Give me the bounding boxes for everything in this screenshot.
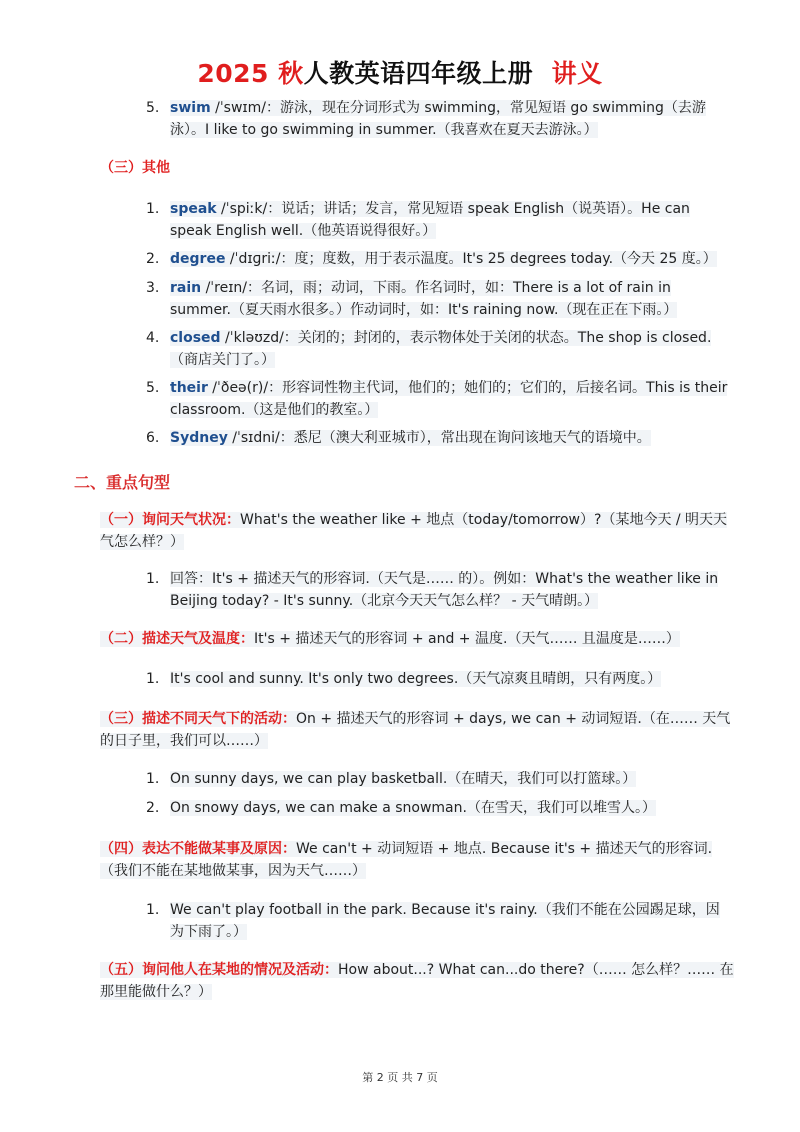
example-item: 1. It's cool and sunny. It's only two degrees.（天气凉爽且晴朗，只有两度。） — [146, 671, 662, 687]
vocab-item-degree: 2. degree /ˈdɪɡriː/：度；度数，用于表示温度。It's 25 degrees today.（今天 25 度。） — [146, 251, 717, 267]
page-number-footer: 第 2 页 共 7 页 — [362, 1071, 438, 1084]
vocab-definition: /ˈreɪn/：名词，雨；动词，下雨。作名词时，如：There is a lot of rain in summer.（夏天雨水很多。）作动词时，如：It's raining now.（现在正在下雨。） — [170, 280, 678, 318]
vocab-definition: /ˈspiːk/：说话；讲话；发言，常见短语 speak English（说英语）。He can speak English well.（他英语说得很好。） — [170, 201, 690, 239]
vocab-definition: /ˈðeə(r)/：形容词性物主代词，他们的；她们的；它们的，后接名词。This is their classroom.（这是他们的教室。） — [170, 380, 728, 418]
vocab-item-sydney: 6. Sydney /ˈsɪdni/：悉尼（澳大利亚城市），常出现在询问该地天气的语境中。 — [146, 430, 651, 446]
section-key-sentences-heading: 二、重点句型 — [74, 473, 171, 492]
example-item: 2. On snowy days, we can make a snowman.（在雪天，我们可以堆雪人。） — [146, 800, 656, 816]
vocab-word: their — [170, 380, 208, 396]
item-number: 5. — [146, 100, 160, 116]
example-item: 1. On sunny days, we can play basketball.（在晴天，我们可以打篮球。） — [146, 771, 637, 787]
vocab-definition: /ˈdɪɡriː/：度；度数，用于表示温度。It's 25 degrees today.（今天 25 度。） — [225, 251, 717, 267]
vocab-word: rain — [170, 280, 202, 296]
sentence-pattern-2: （二）描述天气及温度：It's + 描述天气的形容词 + and + 温度.（天气…… 且温度是……） — [100, 631, 680, 647]
vocab-word: swim — [170, 100, 211, 116]
title-suffix: 讲义 — [551, 59, 603, 88]
title-year: 2025 秋 — [197, 59, 304, 88]
vocab-word: speak — [170, 201, 217, 217]
vocab-definition: /ˈsɪdni/：悉尼（澳大利亚城市），常出现在询问该地天气的语境中。 — [227, 430, 651, 446]
vocab-word: closed — [170, 330, 221, 346]
sentence-pattern-3: （三）描述不同天气下的活动：On + 描述天气的形容词 + days, we can + 动词短语.（在…… 天气的日子里，我们可以……） — [100, 711, 731, 749]
vocab-item-swim — [146, 97, 746, 141]
sentence-pattern-5: （五）询问他人在某地的情况及活动：How about...? What can...do there?（…… 怎么样？…… 在那里能做什么？） — [100, 962, 734, 1000]
vocab-item-closed: 4. closed /ˈkləʊzd/：关闭的；封闭的，表示物体处于关闭的状态。The shop is closed.（商店关门了。） — [146, 330, 712, 368]
example-item: 1. 回答：It's + 描述天气的形容词.（天气是…… 的）。例如：What's the weather like in Beijing today? - It's sunny.（北京今天天气怎么样？ - 天气晴朗。） — [146, 571, 719, 609]
vocab-definition: /ˈswɪm/：游泳，现在分词形式为 swimming，常见短语 go swimming（去游泳）。I like to go swimming in summer.（我喜欢在夏天去游泳。） — [170, 100, 706, 138]
vocab-item-speak: 1. speak /ˈspiːk/：说话；讲话；发言，常见短语 speak English（说英语）。He can speak English well.（他英语说得很好。） — [146, 201, 690, 239]
example-item: 1. We can't play football in the park. Because it's rainy.（我们不能在公园踢足球，因为下雨了。） — [146, 902, 720, 940]
vocab-item-rain: 3. rain /ˈreɪn/：名词，雨；动词，下雨。作名词时，如：There is a lot of rain in summer.（夏天雨水很多。）作动词时，如：It's raining now.（现在正在下雨。） — [146, 280, 678, 318]
sentence-pattern-1: （一）询问天气状况：What's the weather like + 地点（today/tomorrow）?（某地今天 / 明天天气怎么样？） — [100, 512, 728, 550]
vocab-item-their: 5. their /ˈðeə(r)/：形容词性物主代词，他们的；她们的；它们的，后接名词。This is their classroom.（这是他们的教室。） — [146, 380, 728, 418]
page-title — [0, 54, 800, 90]
vocab-word: Sydney — [170, 430, 228, 446]
title-main: 人教英语四年级上册 — [303, 59, 534, 88]
vocab-definition: /ˈkləʊzd/：关闭的；封闭的，表示物体处于关闭的状态。The shop is closed.（商店关门了。） — [170, 330, 712, 368]
sentence-pattern-4: （四）表达不能做某事及原因：We can't + 动词短语 + 地点. Because it's + 描述天气的形容词.（我们不能在某地做某事，因为天气……） — [100, 841, 713, 879]
section-other-heading: （三）其他 — [100, 160, 170, 176]
vocab-word: degree — [170, 251, 226, 267]
